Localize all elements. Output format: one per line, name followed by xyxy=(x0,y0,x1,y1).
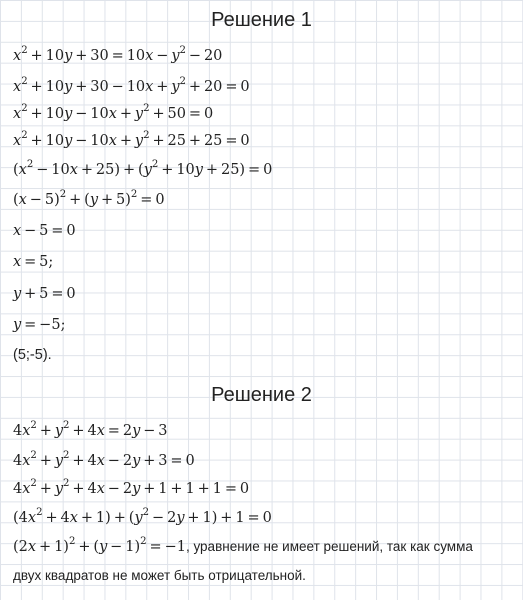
solution-1-line-1: $x^2 + 10y + 30 = 10x - y^2 - 20$ xyxy=(13,45,223,64)
solution-1-line-6: $(x - 5)^2 + (y + 5)^2 = 0$ xyxy=(13,189,165,208)
solution-1-line-10: y = −5; xyxy=(13,317,66,333)
solution-2-line-5 xyxy=(13,537,473,557)
solution-1-line-9: y + 5 = 0 xyxy=(13,286,76,302)
solution-1-answer: (5;-5). xyxy=(13,347,52,363)
solution-1-heading: Решение 1 xyxy=(211,9,312,31)
solution-2-line-2: $4x^2 + y^2 + 4x - 2y + 3 = 0$ xyxy=(13,450,195,469)
solution-2-note-part-2: двух квадратов не может быть отрицательной. xyxy=(13,568,306,583)
solution-1-line-8: x = 5; xyxy=(13,254,54,270)
solution-1-line-7: x − 5 = 0 xyxy=(13,223,76,239)
solution-1-line-4: $x^2 + 10y - 10x + y^2 + 25 + 25 = 0$ xyxy=(13,130,250,149)
solution-1-line-3: $x^2 + 10y - 10x + y^2 + 50 = 0$ xyxy=(13,103,214,122)
solution-2-line-1: $4x^2 + y^2 + 4x = 2y - 3$ xyxy=(13,420,168,439)
solution-1-line-5: $(x^2 - 10x + 25) + (y^2 + 10y + 25) = 0$ xyxy=(13,159,273,178)
solution-2-line-3: $4x^2 + y^2 + 4x - 2y + 1 + 1 + 1 = 0$ xyxy=(13,478,250,497)
solution-2-note-part-1: , уравнение не имеет решений, так как сумма xyxy=(185,539,473,554)
solution-2-line-4: $(4x^2 + 4x + 1) + (y^2 - 2y + 1) + 1 = 0$ xyxy=(13,507,272,526)
solution-2-heading: Решение 2 xyxy=(211,384,312,406)
solution-1-line-2: $x^2 + 10y + 30 - 10x + y^2 + 20 = 0$ xyxy=(13,76,250,95)
solution-2-line-5-math: $(2x + 1)^2 + (y - 1)^2 = -1$ xyxy=(13,536,186,555)
